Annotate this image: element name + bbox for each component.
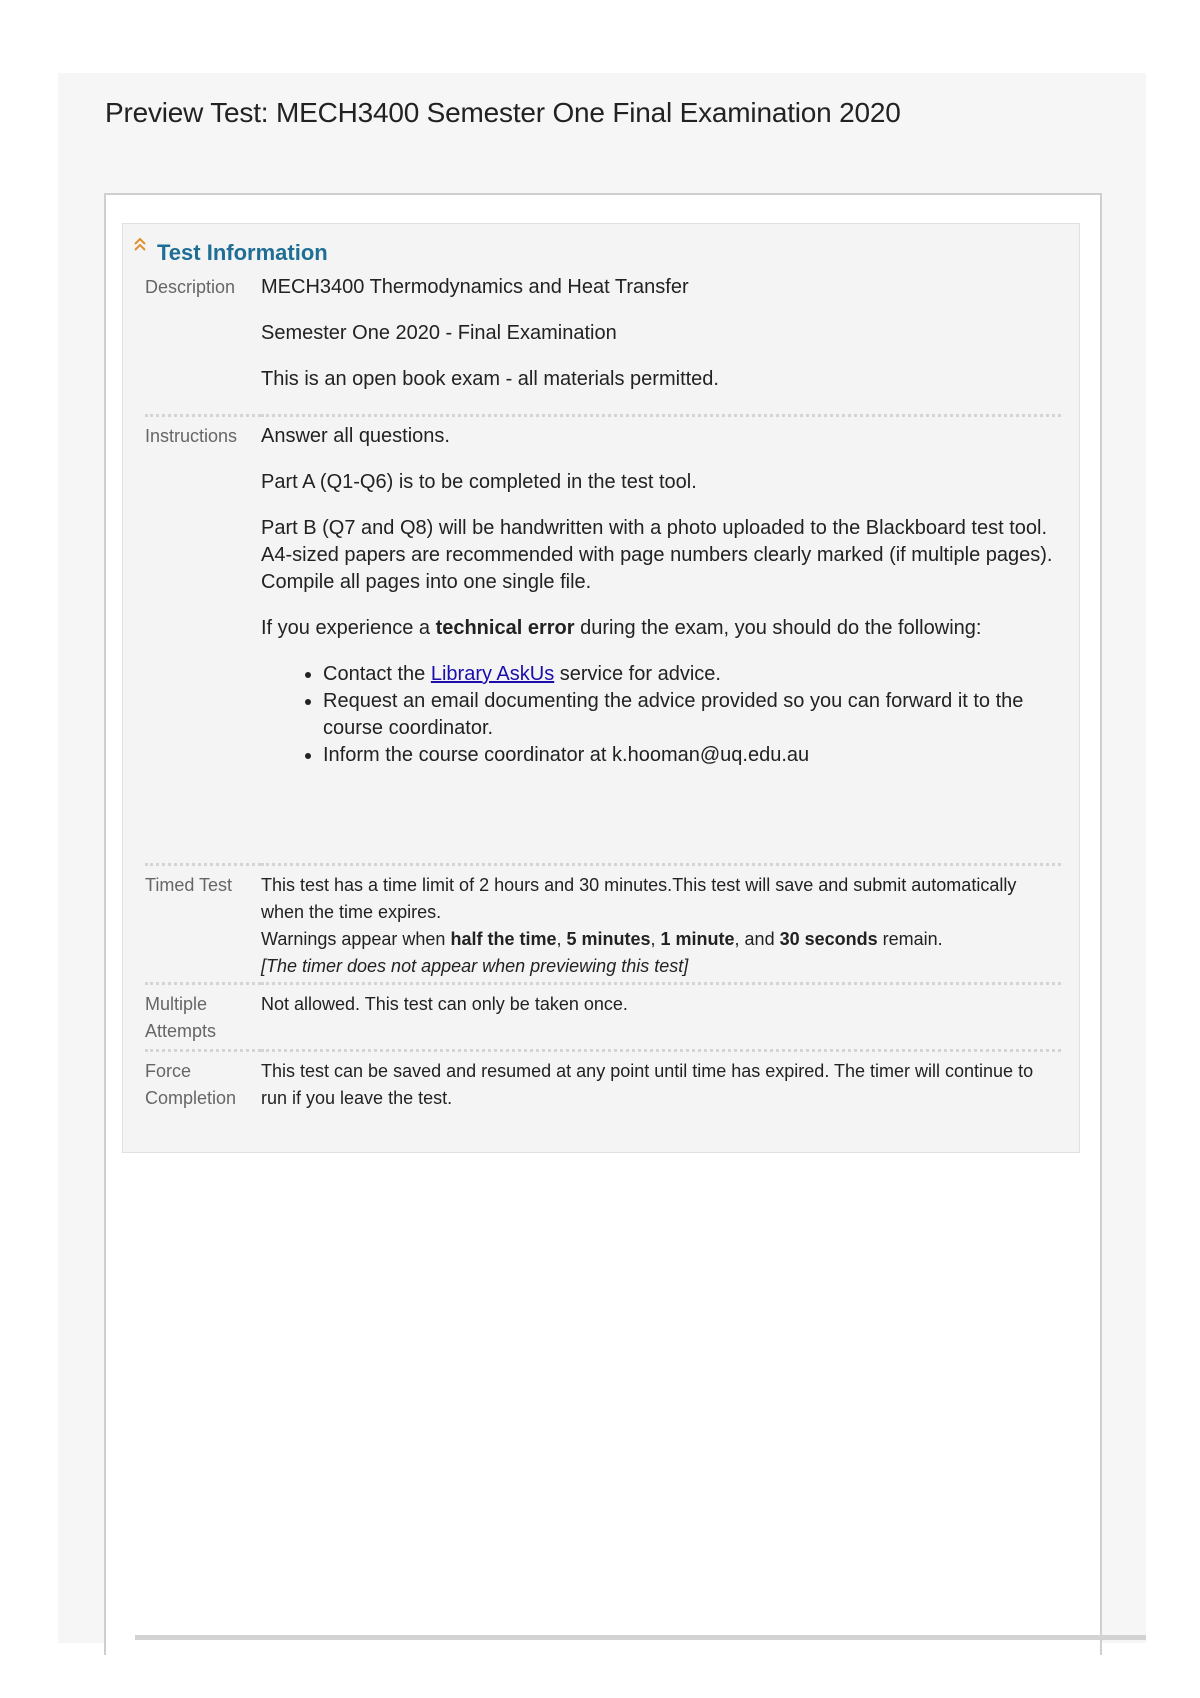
bullet-contact-after: service for advice. — [554, 663, 721, 685]
para-4-text-before: If you experience a — [261, 617, 436, 639]
timed-test-label: Timed Test — [145, 875, 233, 895]
content-frame — [104, 193, 1102, 1655]
description-row — [145, 274, 1061, 416]
multiple-attempts-value: Not allowed. This test can only be taken once. — [261, 994, 628, 1014]
library-askus-link[interactable]: Library AskUs — [430, 663, 555, 685]
timed-test-row — [145, 866, 1061, 984]
force-completion-label: Force Completion — [145, 1061, 237, 1108]
description-line-3: This is an open book exam - all materials permitted. — [261, 368, 719, 390]
test-information-panel — [122, 223, 1080, 1153]
double-chevron-up-icon[interactable] — [133, 236, 147, 254]
page-area — [58, 73, 1146, 1643]
description-value — [261, 274, 1061, 416]
page-title: Preview Test: MECH3400 Semester One Final Examination 2020 — [105, 97, 901, 128]
warn-sep-1: , — [556, 929, 567, 949]
time-limit-text: This test has a time limit of 2 hours and 30 minutes.This test will save and submit automatically when the time expires. — [261, 875, 1017, 922]
instructions-para-3: Part B (Q7 and Q8) will be handwritten with a photo uploaded to the Blackboard test tool. A4-sized papers are recommended with page numbers clearly marked (if multiple pages). Compile all pages into one single file. — [261, 517, 1053, 593]
warnings-text — [261, 926, 1061, 953]
bullet-contact — [323, 661, 1061, 688]
bullet-inform-coordinator: • Inform the course coordinator at k.hooman@uq.edu.au — [323, 742, 1061, 769]
warn-sep-2: , — [650, 929, 661, 949]
instructions-bullet-list — [261, 661, 1061, 769]
panel-header[interactable] — [133, 238, 328, 266]
panel-title[interactable]: Test Information — [157, 240, 328, 265]
para-4-text-after: during the exam, you should do the following: — [574, 617, 982, 639]
multiple-attempts-row — [145, 985, 1061, 1051]
description-label: Description — [145, 277, 236, 297]
technical-error-bold: technical error — [435, 617, 575, 639]
warn-half-time: half the time — [450, 929, 557, 949]
instructions-para-4 — [261, 615, 1061, 642]
warn-30-seconds: 30 seconds — [779, 929, 878, 949]
instructions-para-1: Answer all questions. — [261, 425, 450, 447]
timed-test-value — [261, 866, 1061, 984]
warn-5-minutes: 5 minutes — [566, 929, 651, 949]
instructions-label: Instructions — [145, 426, 238, 446]
test-info-table — [145, 274, 1061, 1116]
description-line-2: Semester One 2020 - Final Examination — [261, 322, 617, 344]
warn-suffix: remain. — [877, 929, 943, 949]
horizontal-scrollbar[interactable] — [135, 1635, 1146, 1640]
multiple-attempts-label: Multiple Attempts — [145, 994, 217, 1041]
warn-1-minute: 1 minute — [660, 929, 735, 949]
instructions-spacer — [261, 769, 1061, 863]
force-completion-row — [145, 1052, 1061, 1116]
description-line-1: MECH3400 Thermodynamics and Heat Transfer — [261, 276, 689, 298]
force-completion-value: This test can be saved and resumed at any point until time has expired. The timer will continue to run if you leave the test. — [261, 1061, 1034, 1108]
instructions-row — [145, 417, 1061, 865]
timer-preview-note: [The timer does not appear when previewing this test] — [261, 956, 689, 976]
bullet-contact-before: Contact the — [323, 663, 431, 685]
instructions-value — [261, 417, 1061, 865]
bullet-request-email: • Request an email documenting the advice provided so you can forward it to the course coordinator. — [323, 688, 1061, 742]
warn-sep-3: , and — [734, 929, 780, 949]
instructions-para-2: Part A (Q1-Q6) is to be completed in the test tool. — [261, 471, 697, 493]
warn-prefix: Warnings appear when — [261, 929, 451, 949]
